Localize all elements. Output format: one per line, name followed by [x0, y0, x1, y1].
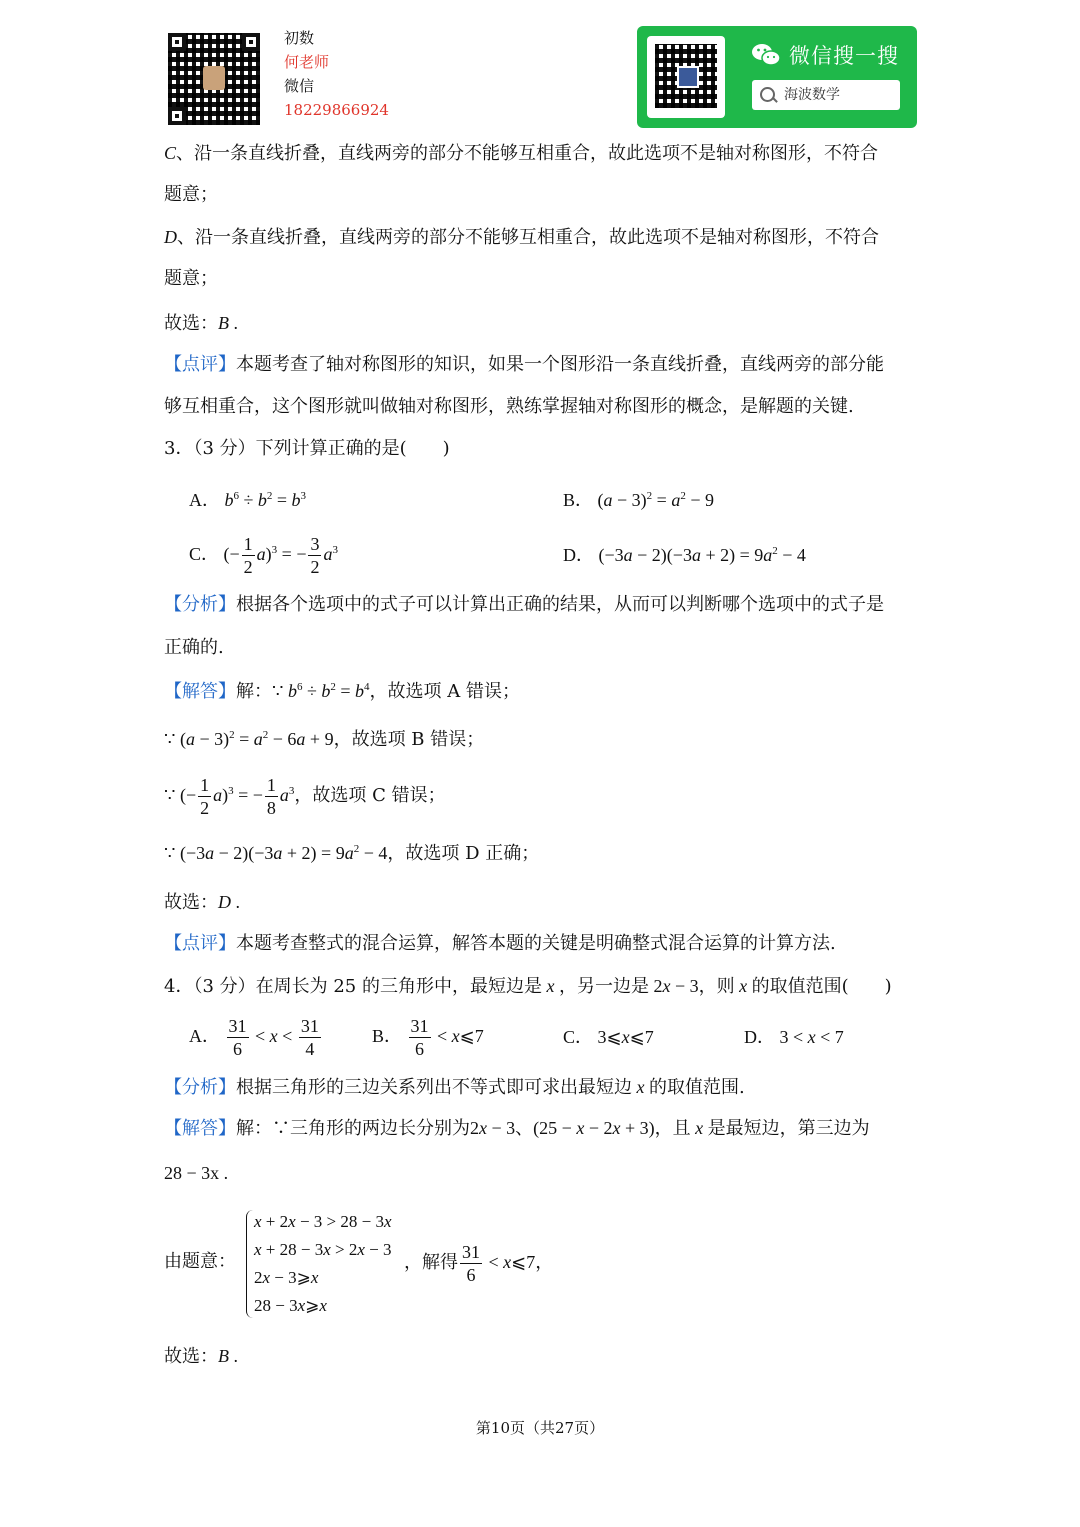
inequality-4: 28 − 3x⩾x — [254, 1296, 327, 1315]
explanation-text: 、沿一条直线折叠，直线两旁的部分不能够互相重合，故此选项不是轴对称图形，不符合 — [176, 143, 879, 164]
q4-third-side: 28 − 3x . — [164, 1163, 229, 1183]
q3-solution-c: ∵ (− $\frac{1}{2}$ a)$^3$ = − $\frac{1}{8}$ $a^3$，故选项 C 错误； — [164, 775, 446, 819]
answer-letter: B — [218, 1346, 229, 1366]
option-letter: C — [164, 143, 177, 163]
q4-option-b: B． $\frac{31}{6}$ < x⩽7 — [372, 1016, 484, 1060]
page-number: 第10页（共27页） — [475, 1419, 605, 1437]
q2-review: 【点评】本题考查了轴对称图形的知识，如果一个图形沿一条直线折叠，直线两旁的部分能 — [164, 354, 884, 375]
q2-answer: 故选：B . — [164, 313, 238, 334]
review-tag: 【点评】 — [164, 933, 236, 954]
q3-analysis: 【分析】根据各个选项中的式子可以计算出正确的结果，从而可以判断哪个选项中的式子是 — [164, 594, 884, 615]
review-tag: 【点评】 — [164, 354, 236, 375]
q4-by-meaning: 由题意： — [164, 1251, 236, 1272]
q3-analysis-cont: 正确的. — [164, 637, 224, 658]
inequality-3: 2x − 3⩾x — [254, 1268, 319, 1287]
q3-answer: 故选：D . — [164, 892, 240, 913]
q3-solution-d: ∵ $(-3a - 2)(-3a + 2) = 9a^2 - 4$，故选项 D 正确； — [164, 843, 540, 864]
qr-finder-icon — [242, 33, 260, 51]
q3-solution-b: ∵ $(a - 3)^2 = a^2 - 6a + 9$，故选项 B 错误； — [164, 729, 485, 750]
search-icon-handle — [772, 97, 778, 103]
q3-review: 【点评】本题考查整式的混合运算，解答本题的关键是明确整式混合运算的计算方法. — [164, 933, 836, 954]
q4-option-d: D． 3 < x < 7 — [744, 1027, 844, 1047]
contact-phone: 18229866924 — [284, 101, 389, 119]
q4-solution: 【解答】解：∵三角形的两边长分别为2x − 3、(25 − x − 2x + 3)，且 x 是最短边，第三边为 — [164, 1118, 870, 1139]
wechat-search-text: 海波数学 — [784, 87, 840, 103]
qr-code-right — [647, 36, 725, 118]
contact-label-wechat: 微信 — [284, 77, 315, 95]
answer-letter: B — [218, 313, 229, 333]
q4-solve-result: ，解得 $\frac{31}{6}$ < x⩽7， — [404, 1242, 554, 1286]
q3-stem: 3．（3 分）下列计算正确的是( ) — [164, 438, 450, 459]
wechat-banner-title: 微信搜一搜 — [789, 44, 899, 68]
q2-review-cont: 够互相重合，这个图形就叫做轴对称图形，熟练掌握轴对称图形的概念，是解题的关键. — [164, 396, 854, 417]
analysis-tag: 【分析】 — [164, 594, 236, 615]
q4-stem: 4．（3 分）在周长为 25 的三角形中，最短边是 x ，另一边是 2x − 3，则 x 的取值范围( ) — [164, 976, 892, 997]
option-d-explanation — [164, 225, 879, 250]
wechat-search-box[interactable] — [752, 80, 900, 110]
q4-analysis: 【分析】根据三角形的三边关系列出不等式即可求出最短边 x 的取值范围. — [164, 1077, 745, 1098]
q3-option-c: C． (− $\frac{1}{2}$ a)$^3$ = − $\frac{3}{2}$ $a^3$ — [189, 534, 338, 578]
wechat-logo-icon — [751, 42, 781, 68]
q4-option-c: C． 3⩽x⩽7 — [563, 1027, 654, 1047]
q4-answer: 故选：B . — [164, 1346, 238, 1367]
q4-option-a: A． $\frac{31}{6}$ < x < $\frac{31}{4}$ — [189, 1016, 319, 1060]
qr-finder-icon — [168, 33, 186, 51]
inequality-2: x + 28 − 3x > 2x − 3 — [254, 1240, 392, 1259]
q3-option-a: A． $b^6 \div b^2 = b^3$ — [189, 490, 307, 510]
option-letter: D — [164, 227, 177, 247]
avatar — [203, 66, 225, 90]
contact-label-teacher: 何老师 — [284, 53, 330, 71]
q3-solution-a: 【解答】解：∵ $b^6 \div b^2 = b^4$，故选项 A 错误； — [164, 681, 520, 702]
wechat-search-banner[interactable] — [637, 26, 917, 128]
system-brace — [246, 1210, 253, 1318]
option-c-explanation-cont: 题意； — [164, 184, 218, 205]
q3-option-d: D． $(-3a - 2)(-3a + 2) = 9a^2 - 4$ — [563, 545, 806, 565]
q3-option-b: B． $(a - 3)^2 = a^2 - 9$ — [563, 490, 714, 510]
analysis-tag: 【分析】 — [164, 1077, 236, 1098]
contact-label-subject: 初数 — [284, 29, 315, 47]
option-c-explanation — [164, 141, 878, 166]
inequality-system — [254, 1208, 392, 1320]
qr-finder-icon — [168, 107, 186, 125]
answer-letter: D — [218, 892, 231, 912]
solution-tag: 【解答】 — [164, 1118, 236, 1139]
solution-tag: 【解答】 — [164, 681, 236, 702]
inequality-1: x + 2x − 3 > 28 − 3x — [254, 1212, 392, 1231]
option-d-explanation-cont: 题意； — [164, 268, 218, 289]
explanation-text: 、沿一条直线折叠，直线两旁的部分不能够互相重合，故此选项不是轴对称图形，不符合 — [177, 227, 879, 248]
